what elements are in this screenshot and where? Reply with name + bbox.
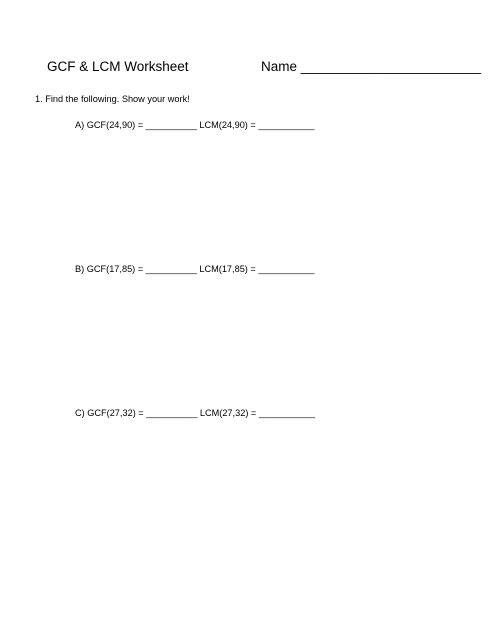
problem-b: B) GCF(17,85) = __________ LCM(17,85) = ___________ [75,264,315,274]
worksheet-title: GCF & LCM Worksheet [47,59,189,74]
question-prompt: 1. Find the following. Show your work! [35,94,190,104]
name-field: Name ________________________ [261,59,481,74]
problem-a: A) GCF(24,90) = __________ LCM(24,90) = ___________ [75,120,315,130]
problem-c: C) GCF(27,32) = __________ LCM(27,32) = ___________ [75,408,316,418]
